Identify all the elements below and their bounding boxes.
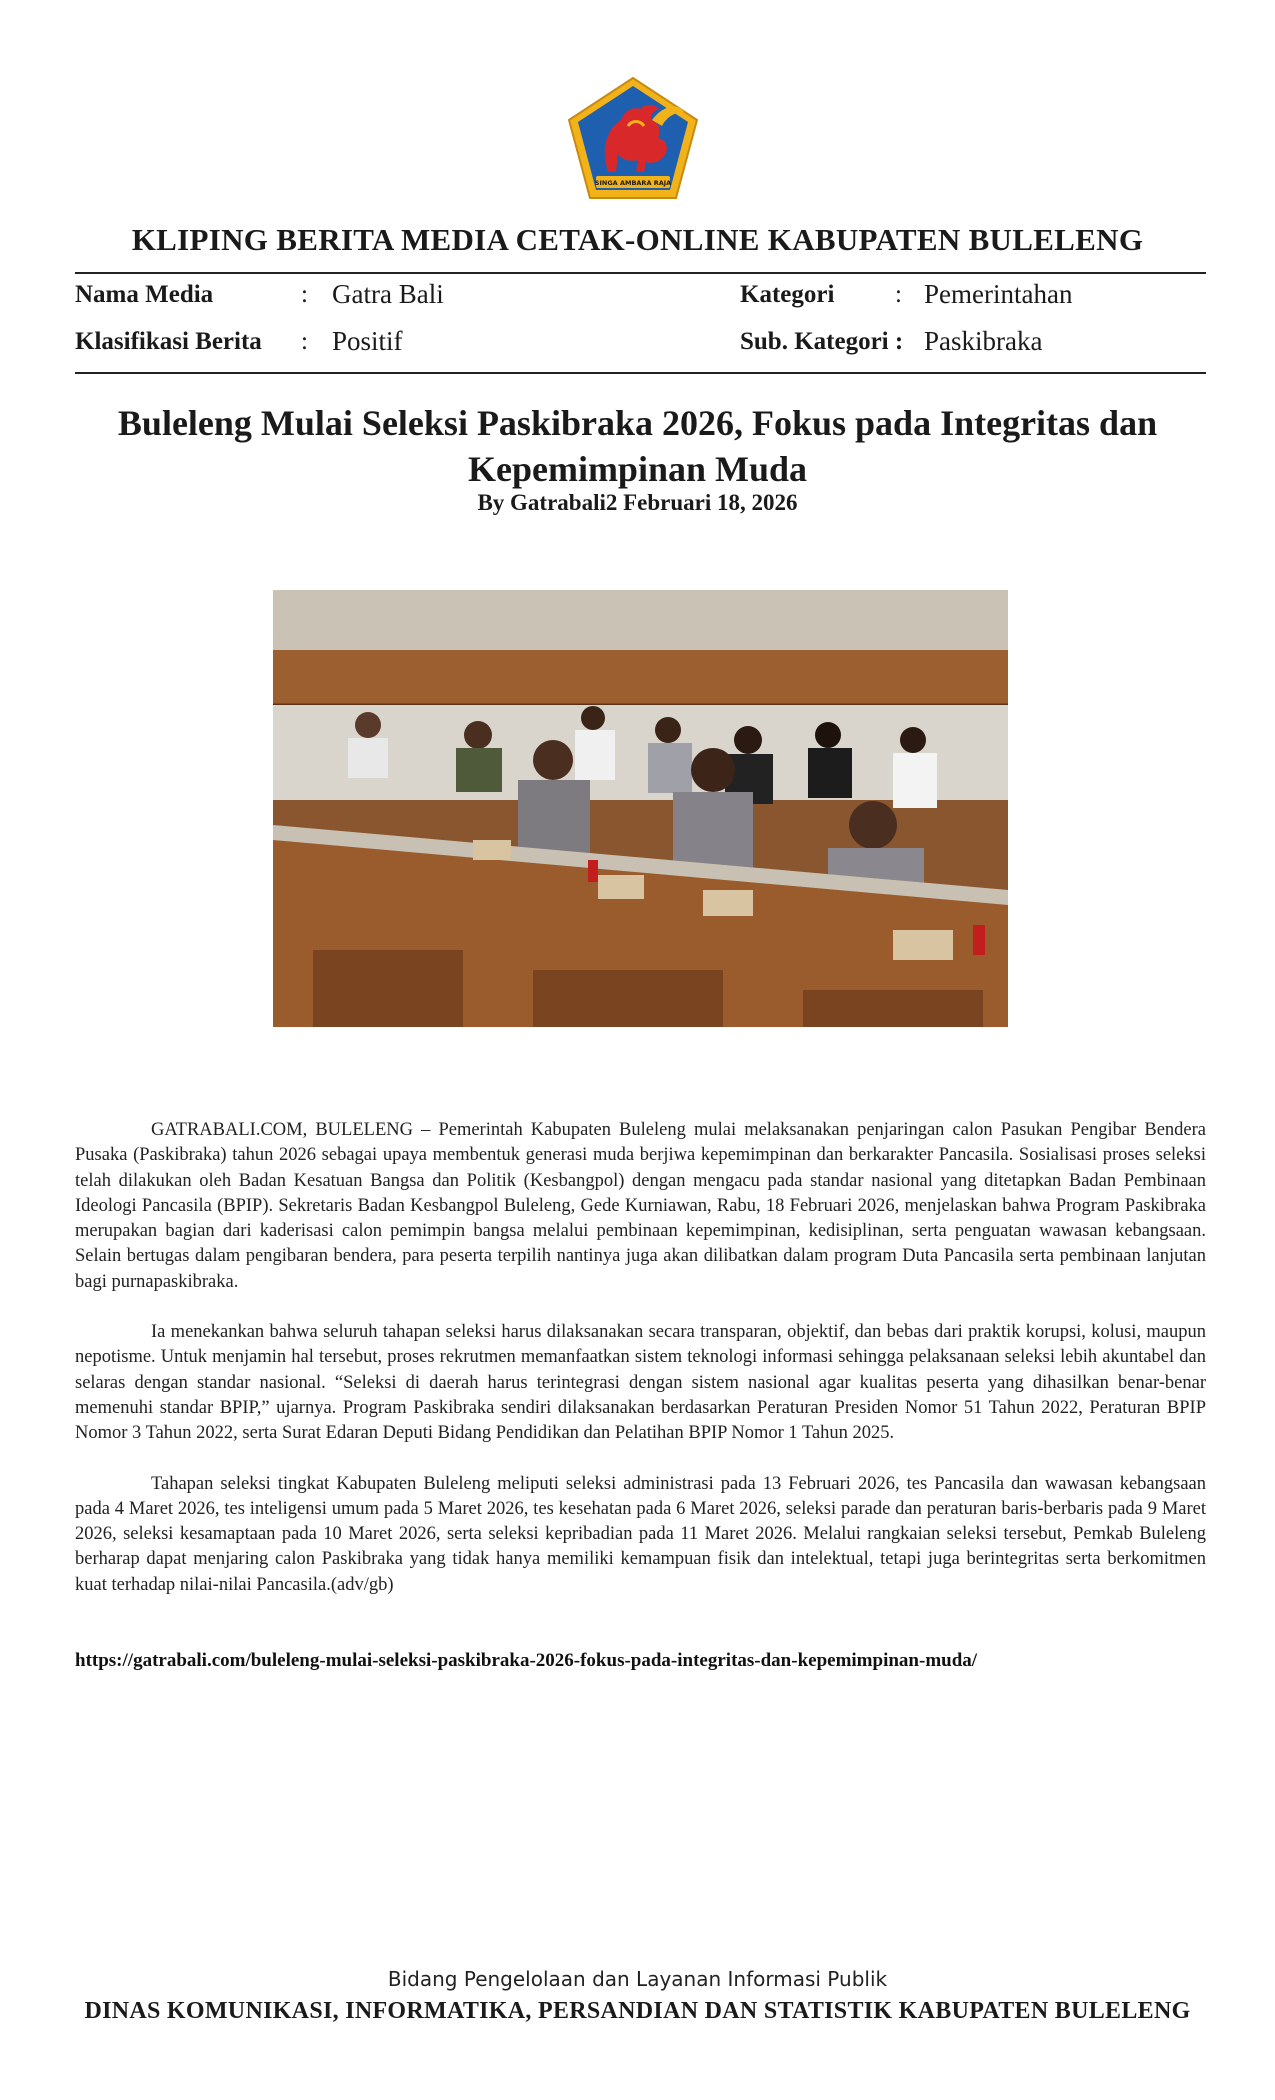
- klasifikasi-colon: :: [301, 328, 308, 355]
- footer-department: Bidang Pengelolaan dan Layanan Informasi Publik: [387, 1967, 888, 1991]
- sub-kategori-value: Paskibraka: [924, 326, 1043, 356]
- kategori-label: Kategori: [740, 281, 835, 308]
- klasifikasi-label: Klasifikasi Berita: [75, 328, 262, 355]
- article-paragraph-1: GATRABALI.COM, BULELENG – Pemerintah Kabupaten Buleleng mulai melaksanakan penjaringan calon Pasukan Pengibar Bendera Pusaka (Paskibraka) tahun 2026 sebagai upaya membentuk generasi muda berjiwa kepemimpinan dan berkarakter Pancasila. Sosialisasi proses seleksi telah dilakukan oleh Badan Kesatuan Bangsa dan Politik (Kesbangpol) dengan mengacu pada standar nasional yang ditetapkan Badan Pembinaan Ideologi Pancasila (BPIP). Sekretaris Badan Kesbangpol Buleleng, Gede Kurniawan, Rabu, 18 Februari 2026, menjelaskan bahwa Program Paskibraka merupakan bagian dari kaderisasi calon pemimpin bangsa melalui pembinaan kepemimpinan, kedisiplinan, serta penguatan wawasan kebangsaan. Selain bertugas dalam pengibaran bendera, para peserta terpilih nantinya juga akan dilibatkan dalam program Duta Pancasila serta pembinaan lanjutan bagi purnapaskibraka.: [75, 1120, 1206, 1292]
- header-rule-bottom: [75, 372, 1206, 374]
- media-label: Nama Media: [75, 281, 214, 308]
- logo-motto: SINGA AMBARA RAJA: [594, 179, 672, 187]
- klasifikasi-value: Positif: [332, 326, 403, 356]
- article-body: [75, 1118, 1206, 1623]
- article-paragraph-3: Tahapan seleksi tingkat Kabupaten Buleleng meliputi seleksi administrasi pada 13 Februari 2026, tes Pancasila dan wawasan kebangsaan pada 4 Maret 2026, tes inteligensi umum pada 5 Maret 2026, tes kesehatan pada 6 Maret 2026, seleksi parade dan peraturan baris-berbaris pada 9 Maret 2026, seleksi kesamaptaan pada 10 Maret 2026, serta seleksi kepribadian pada 11 Maret 2026. Melalui rangkaian seleksi tersebut, Pemkab Buleleng berharap dapat menjaring calon Paskibraka yang tidak hanya memiliki kemampuan fisik dan intelektual, tetapi juga berintegritas serta berkomitmen kuat terhadap nilai-nilai Pancasila.(adv/gb): [75, 1473, 1206, 1595]
- media-value: Gatra Bali: [332, 279, 444, 309]
- document-header-title: KLIPING BERITA MEDIA CETAK-ONLINE KABUPATEN BULELENG: [131, 222, 1144, 257]
- article-byline: By Gatrabali2 Februari 18, 2026: [477, 490, 798, 515]
- article-paragraph-2: Ia menekankan bahwa seluruh tahapan seleksi harus dilaksanakan secara transparan, objektif, dan bebas dari praktik korupsi, kolusi, maupun nepotisme. Untuk menjamin hal tersebut, proses rekrutmen memanfaatkan sistem teknologi informasi sehingga pelaksanaan seleksi lebih akuntabel dan selaras dengan standar nasional. “Seleksi di daerah harus terintegrasi dengan sistem nasional agar kualitas peserta yang dihasilkan benar-benar memenuhi standar BPIP,” ujarnya. Program Paskibraka sendiri dilaksanakan berdasarkan Peraturan Presiden Nomor 51 Tahun 2022, Peraturan BPIP Nomor 3 Tahun 2022, serta Surat Edaran Deputi Bidang Pendidikan dan Pelatihan BPIP Nomor 1 Tahun 2025.: [75, 1322, 1206, 1444]
- article-source-link[interactable]: https://gatrabali.com/buleleng-mulai-seleksi-paskibraka-2026-fokus-pada-integritas-dan-kepemimpinan-muda/: [75, 1650, 978, 1671]
- buleleng-regency-logo: [566, 76, 700, 202]
- kategori-value: Pemerintahan: [924, 279, 1073, 309]
- article-title: Buleleng Mulai Seleksi Paskibraka 2026, Fokus pada Integritas dan Kepemimpinan Muda: [117, 403, 1158, 489]
- kategori-colon: :: [895, 281, 902, 308]
- sub-kategori-label: Sub. Kategori :: [740, 328, 904, 355]
- footer-agency: DINAS KOMUNIKASI, INFORMATIKA, PERSANDIAN DAN STATISTIK KABUPATEN BULELENG: [84, 1998, 1191, 2024]
- header-rule-top: [75, 272, 1206, 274]
- article-photo: [273, 590, 1008, 1027]
- media-colon: :: [301, 281, 308, 308]
